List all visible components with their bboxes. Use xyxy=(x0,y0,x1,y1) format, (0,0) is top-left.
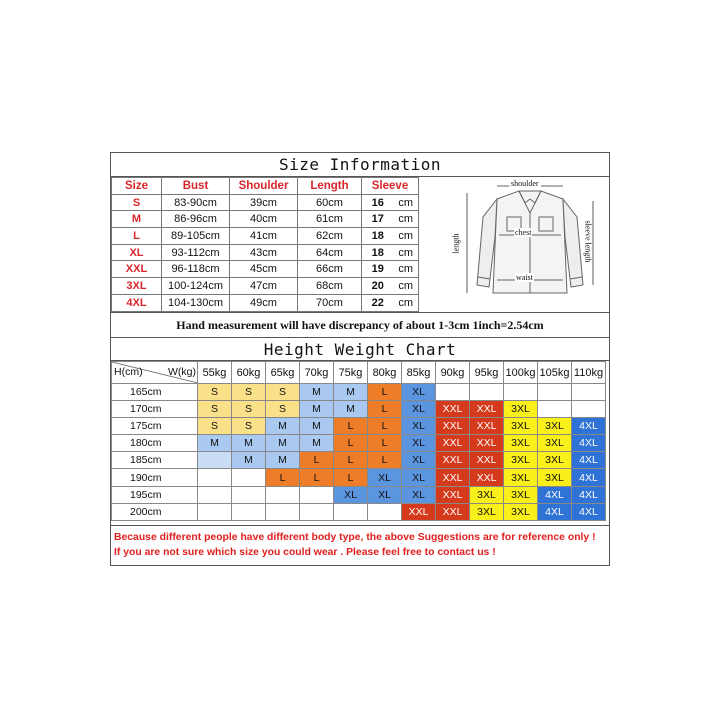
hw-size-cell: 3XL xyxy=(538,418,572,435)
hw-size-cell: M xyxy=(334,384,368,401)
hw-size-cell: XXL xyxy=(470,469,504,486)
disclaimer xyxy=(111,525,609,564)
hw-size-cell: S xyxy=(266,401,300,418)
hw-weight-header: 65kg xyxy=(266,362,300,384)
size-table-row xyxy=(112,228,419,245)
hw-size-cell xyxy=(572,401,606,418)
hw-size-cell: L xyxy=(368,435,402,452)
diagram-label-sleeve-length: sleeve length xyxy=(583,220,593,263)
size-table-cell: 100-124cm xyxy=(162,278,230,295)
size-info-table xyxy=(111,177,419,312)
diagram-label-chest: chest xyxy=(515,228,532,237)
size-table-cell: 68cm xyxy=(298,278,362,295)
hw-row xyxy=(112,384,606,401)
hw-size-cell: L xyxy=(368,384,402,401)
hw-size-cell xyxy=(198,452,232,469)
hw-header-row xyxy=(112,362,606,384)
measurement-note: Hand measurement will have discrepancy of about 1-3cm 1inch=2.54cm xyxy=(111,312,609,338)
corner-h-label: H(cm) xyxy=(114,366,143,378)
size-table-cell: 43cm xyxy=(230,244,298,261)
diagram-label-waist: waist xyxy=(516,273,533,282)
hw-size-cell: M xyxy=(232,435,266,452)
hw-size-cell: S xyxy=(266,384,300,401)
hw-size-cell xyxy=(436,384,470,401)
hw-size-cell: M xyxy=(198,435,232,452)
hw-size-cell: L xyxy=(266,469,300,486)
hw-weight-header: 110kg xyxy=(572,362,606,384)
hw-size-cell: L xyxy=(300,469,334,486)
size-table-cell: 18 xyxy=(362,244,394,261)
hw-size-cell: XL xyxy=(402,486,436,503)
size-table-cell: 40cm xyxy=(230,211,298,228)
hw-row xyxy=(112,418,606,435)
hw-size-cell: XL xyxy=(402,452,436,469)
hw-weight-header: 90kg xyxy=(436,362,470,384)
hw-size-cell: L xyxy=(334,452,368,469)
hw-height-label: 200cm xyxy=(112,503,198,520)
hw-weight-header: 60kg xyxy=(232,362,266,384)
hw-size-cell: XL xyxy=(402,401,436,418)
hw-size-cell xyxy=(198,503,232,520)
hw-weight-header: 70kg xyxy=(300,362,334,384)
hw-size-cell: XXL xyxy=(436,401,470,418)
size-table-cell: 47cm xyxy=(230,278,298,295)
size-table-cell: 18 xyxy=(362,228,394,245)
hw-row xyxy=(112,401,606,418)
hw-weight-header: 80kg xyxy=(368,362,402,384)
hw-weight-header: 75kg xyxy=(334,362,368,384)
hw-size-cell: XL xyxy=(368,469,402,486)
hw-size-cell: XL xyxy=(402,418,436,435)
hw-size-cell xyxy=(470,384,504,401)
hw-weight-header: 95kg xyxy=(470,362,504,384)
hw-size-cell: XL xyxy=(402,469,436,486)
size-table-cell: 93-112cm xyxy=(162,244,230,261)
size-table-cell: 16 xyxy=(362,194,394,211)
hw-size-cell: L xyxy=(368,401,402,418)
hw-weight-header: 85kg xyxy=(402,362,436,384)
hw-size-cell: 4XL xyxy=(538,486,572,503)
hw-size-cell: 3XL xyxy=(504,435,538,452)
hw-size-cell: 3XL xyxy=(504,503,538,520)
size-table-cell: 96-118cm xyxy=(162,261,230,278)
hw-size-cell: 4XL xyxy=(572,503,606,520)
hw-size-cell: S xyxy=(232,418,266,435)
diagram-label-shoulder: shoulder xyxy=(511,179,539,188)
size-table-row xyxy=(112,261,419,278)
hw-size-cell: M xyxy=(300,401,334,418)
hw-size-cell: XXL xyxy=(436,486,470,503)
size-table-cell: cm xyxy=(394,294,419,311)
hw-size-cell: M xyxy=(266,418,300,435)
hw-size-cell: S xyxy=(198,418,232,435)
hw-size-cell: 4XL xyxy=(572,418,606,435)
size-table-row xyxy=(112,244,419,261)
hw-size-cell: XL xyxy=(334,486,368,503)
size-table-cell: 61cm xyxy=(298,211,362,228)
size-table-row xyxy=(112,294,419,311)
hw-size-cell xyxy=(266,486,300,503)
size-table-header-cell: Bust xyxy=(162,178,230,195)
size-table-cell: 62cm xyxy=(298,228,362,245)
hw-size-cell: 4XL xyxy=(572,452,606,469)
hw-size-cell: 3XL xyxy=(538,452,572,469)
hw-size-cell xyxy=(300,503,334,520)
hw-height-label: 175cm xyxy=(112,418,198,435)
hw-size-cell xyxy=(232,469,266,486)
size-table-cell: M xyxy=(112,211,162,228)
hw-size-cell xyxy=(266,503,300,520)
hw-weight-header: 55kg xyxy=(198,362,232,384)
hw-size-cell xyxy=(572,384,606,401)
hw-size-cell: XXL xyxy=(436,452,470,469)
hw-size-cell: XL xyxy=(402,435,436,452)
size-table-cell: 89-105cm xyxy=(162,228,230,245)
hw-size-cell xyxy=(538,401,572,418)
hw-height-label: 170cm xyxy=(112,401,198,418)
hw-height-label: 185cm xyxy=(112,452,198,469)
hw-size-cell: XXL xyxy=(436,503,470,520)
size-table-cell: 4XL xyxy=(112,294,162,311)
hw-size-cell: 3XL xyxy=(504,452,538,469)
size-table-header-cell: Size xyxy=(112,178,162,195)
hw-size-cell: XXL xyxy=(402,503,436,520)
size-table-cell: 45cm xyxy=(230,261,298,278)
size-table-cell: 70cm xyxy=(298,294,362,311)
size-table-cell: 22 xyxy=(362,294,394,311)
hw-corner-cell xyxy=(112,362,198,384)
hw-row xyxy=(112,469,606,486)
size-table-header-cell: Length xyxy=(298,178,362,195)
hw-weight-header: 105kg xyxy=(538,362,572,384)
size-table-cell: cm xyxy=(394,228,419,245)
diagram-label-length: length xyxy=(451,233,461,254)
hw-size-cell: L xyxy=(334,435,368,452)
hw-size-cell: XXL xyxy=(470,452,504,469)
size-table-cell: 60cm xyxy=(298,194,362,211)
hw-size-cell: L xyxy=(300,452,334,469)
hw-size-cell: 4XL xyxy=(572,435,606,452)
hw-size-cell: 3XL xyxy=(504,401,538,418)
hw-height-label: 195cm xyxy=(112,486,198,503)
size-table-cell: 64cm xyxy=(298,244,362,261)
size-table-row xyxy=(112,211,419,228)
hw-size-cell: L xyxy=(368,418,402,435)
size-table-cell: 20 xyxy=(362,278,394,295)
size-table-cell: 3XL xyxy=(112,278,162,295)
hw-chart-title: Height Weight Chart xyxy=(111,338,609,361)
hw-size-cell: S xyxy=(232,384,266,401)
hw-size-cell: 4XL xyxy=(572,486,606,503)
hw-size-cell: 4XL xyxy=(572,469,606,486)
hw-size-cell: XXL xyxy=(436,469,470,486)
size-table-cell: 66cm xyxy=(298,261,362,278)
disclaimer-line-1: Because different people have different body type, the above Suggestions are for reference only ! xyxy=(114,532,596,543)
hw-size-cell: M xyxy=(300,418,334,435)
hw-size-cell: L xyxy=(368,452,402,469)
size-table-cell: L xyxy=(112,228,162,245)
size-table-cell: cm xyxy=(394,278,419,295)
size-table-cell: cm xyxy=(394,261,419,278)
hw-size-cell xyxy=(232,503,266,520)
hw-size-cell xyxy=(368,503,402,520)
hw-size-cell: XXL xyxy=(470,435,504,452)
hw-size-cell: 3XL xyxy=(470,486,504,503)
size-table-cell: XXL xyxy=(112,261,162,278)
size-table-cell: 104-130cm xyxy=(162,294,230,311)
size-table-cell: 83-90cm xyxy=(162,194,230,211)
hw-size-cell: 3XL xyxy=(504,469,538,486)
hw-size-cell: 3XL xyxy=(504,486,538,503)
hw-size-cell xyxy=(504,384,538,401)
size-table-header xyxy=(112,178,419,195)
hw-size-cell xyxy=(198,469,232,486)
hw-size-cell: 4XL xyxy=(538,503,572,520)
hw-size-cell: XXL xyxy=(436,435,470,452)
hw-row xyxy=(112,503,606,520)
hw-size-cell xyxy=(538,384,572,401)
hw-size-cell: M xyxy=(300,435,334,452)
size-table-cell: 17 xyxy=(362,211,394,228)
hw-size-cell xyxy=(300,486,334,503)
size-table-cell: 19 xyxy=(362,261,394,278)
hw-size-cell: XL xyxy=(402,384,436,401)
hw-size-cell: M xyxy=(334,401,368,418)
size-table-cell: cm xyxy=(394,244,419,261)
size-table-cell: 49cm xyxy=(230,294,298,311)
hw-row xyxy=(112,435,606,452)
hw-size-cell: S xyxy=(232,401,266,418)
hw-size-cell xyxy=(198,486,232,503)
size-table-cell: 86-96cm xyxy=(162,211,230,228)
size-chart-sheet xyxy=(110,152,610,566)
hw-size-cell: M xyxy=(300,384,334,401)
hw-size-cell: S xyxy=(198,384,232,401)
size-table-row xyxy=(112,278,419,295)
hw-height-label: 165cm xyxy=(112,384,198,401)
hw-weight-header: 100kg xyxy=(504,362,538,384)
hw-size-cell: S xyxy=(198,401,232,418)
hw-size-cell: XL xyxy=(368,486,402,503)
hw-size-cell: M xyxy=(232,452,266,469)
size-table-cell: 41cm xyxy=(230,228,298,245)
hw-size-cell: L xyxy=(334,469,368,486)
hw-size-cell: XXL xyxy=(470,418,504,435)
hw-size-cell: M xyxy=(266,435,300,452)
hw-size-cell: XXL xyxy=(436,418,470,435)
size-table-cell: 39cm xyxy=(230,194,298,211)
size-table-cell: cm xyxy=(394,194,419,211)
hw-size-cell: XXL xyxy=(470,401,504,418)
size-table-header-cell: Sleeve xyxy=(362,178,419,195)
hw-size-cell: 3XL xyxy=(538,469,572,486)
hw-height-label: 180cm xyxy=(112,435,198,452)
hw-size-cell: L xyxy=(334,418,368,435)
hw-size-cell xyxy=(232,486,266,503)
hw-size-cell: 3XL xyxy=(538,435,572,452)
hw-row xyxy=(112,452,606,469)
disclaimer-line-2: If you are not sure which size you could wear . Please feel free to contact us ! xyxy=(114,547,496,558)
size-table-row xyxy=(112,194,419,211)
hw-size-cell: M xyxy=(266,452,300,469)
size-info-title: Size Information xyxy=(111,153,609,177)
size-table-cell: cm xyxy=(394,211,419,228)
hw-size-cell: 3XL xyxy=(470,503,504,520)
size-table-cell: S xyxy=(112,194,162,211)
hw-height-label: 190cm xyxy=(112,469,198,486)
height-weight-table xyxy=(111,361,606,521)
hw-size-cell: 3XL xyxy=(504,418,538,435)
corner-w-label: W(kg) xyxy=(168,366,196,378)
size-table-cell: XL xyxy=(112,244,162,261)
shirt-diagram xyxy=(449,177,610,311)
hw-row xyxy=(112,486,606,503)
hw-size-cell xyxy=(334,503,368,520)
size-table-header-cell: Shoulder xyxy=(230,178,298,195)
